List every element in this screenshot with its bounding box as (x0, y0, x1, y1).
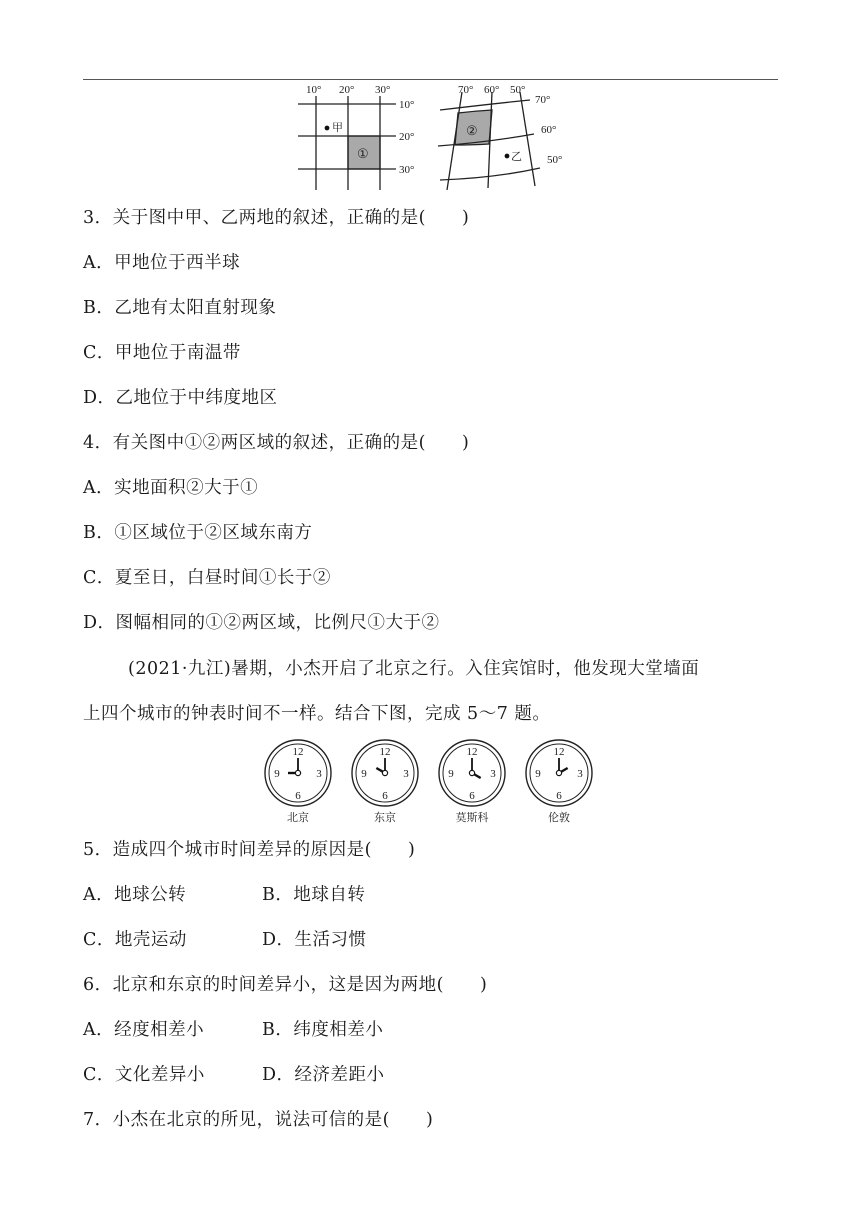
question-6-option-d: D．经济差距小 (262, 1065, 385, 1085)
map-figure (290, 82, 580, 192)
question-5-option-a: A．地球公转 (83, 885, 187, 905)
question-5-option-d: D．生活习惯 (262, 930, 367, 950)
question-3-stem: 3．关于图中甲、乙两地的叙述，正确的是( ) (83, 208, 470, 228)
right-lon-label-1: 70° (458, 84, 474, 96)
clocks-figure (262, 736, 602, 826)
left-lat-label-1: 10° (399, 99, 415, 111)
clock-4-numeral-right: 3 (577, 768, 583, 780)
clock-1-numeral-bottom: 6 (295, 790, 301, 802)
clock-2-city-label: 东京 (374, 812, 396, 824)
left-grid (298, 96, 396, 190)
right-lat-label-3: 50° (547, 154, 563, 166)
question-4-option-d: D．图幅相同的①②两区域，比例尺①大于② (83, 613, 440, 633)
clock-3-numeral-left: 9 (448, 768, 454, 780)
left-lon-label-2: 20° (339, 84, 355, 96)
clock-4-center-pin (556, 770, 561, 775)
clock-3-numeral-top: 12 (466, 746, 478, 758)
question-6-option-c: C．文化差异小 (83, 1065, 205, 1085)
question-4-option-c: C．夏至日，白昼时间①长于② (83, 568, 331, 588)
clock-4-numeral-top: 12 (553, 746, 565, 758)
clock-2-numeral-top: 12 (379, 746, 391, 758)
clock-1-numeral-right: 3 (316, 768, 322, 780)
clock-1-numeral-top: 12 (292, 746, 304, 758)
question-5-stem: 5．造成四个城市时间差异的原因是( ) (83, 840, 416, 860)
question-3-option-a: A．甲地位于西半球 (83, 253, 241, 273)
left-lon-label-1: 10° (306, 84, 322, 96)
question-3-option-b: B．乙地有太阳直射现象 (83, 298, 277, 318)
clock-3-numeral-bottom: 6 (469, 790, 475, 802)
question-4-stem: 4．有关图中①②两区域的叙述，正确的是( ) (83, 433, 470, 453)
region-2-label: ② (466, 123, 478, 138)
clock-1-numeral-left: 9 (274, 768, 280, 780)
clock-2-numeral-right: 3 (403, 768, 409, 780)
point-yi-dot (505, 154, 510, 159)
clock-2-numeral-left: 9 (361, 768, 367, 780)
clock-1-city-label: 北京 (287, 812, 309, 824)
left-lat-label-2: 20° (399, 131, 415, 143)
region-1-label: ① (357, 146, 369, 161)
point-jia-label: 甲 (332, 122, 343, 134)
clock-3-city-label: 莫斯科 (455, 812, 489, 824)
clock-1-center-pin (295, 770, 300, 775)
question-4-option-a: A．实地面积②大于① (83, 478, 259, 498)
question-7-stem: 7．小杰在北京的所见，说法可信的是( ) (83, 1110, 434, 1130)
question-4-option-b: B．①区域位于②区域东南方 (83, 523, 313, 543)
right-grid (438, 92, 540, 190)
question-6-option-a: A．经度相差小 (83, 1020, 205, 1040)
question-3-option-d: D．乙地位于中纬度地区 (83, 388, 278, 408)
left-lon-label-3: 30° (375, 84, 391, 96)
question-5-option-b: B．地球自转 (262, 885, 366, 905)
clock-4-numeral-bottom: 6 (556, 790, 562, 802)
question-5-option-c: C．地壳运动 (83, 930, 187, 950)
right-lon-label-3: 50° (510, 84, 526, 96)
passage-line-1: (2021·九江)暑期，小杰开启了北京之行。入住宾馆时，他发现大堂墙面 (128, 659, 700, 679)
passage-line-2: 上四个城市的钟表时间不一样。结合下图，完成 5～7 题。 (83, 704, 551, 724)
point-yi-label: 乙 (511, 151, 522, 163)
clock-2-numeral-bottom: 6 (382, 790, 388, 802)
right-lon-label-2: 60° (484, 84, 500, 96)
clock-4-numeral-left: 9 (535, 768, 541, 780)
question-3-option-c: C．甲地位于南温带 (83, 343, 241, 363)
clock-3-center-pin (469, 770, 474, 775)
clock-4-city-label: 伦敦 (548, 812, 570, 824)
clock-3-numeral-right: 3 (490, 768, 496, 780)
question-6-stem: 6．北京和东京的时间差异小，这是因为两地( ) (83, 975, 488, 995)
point-jia-dot (325, 126, 330, 131)
right-lat-label-1: 70° (535, 94, 551, 106)
right-lat-label-2: 60° (541, 124, 557, 136)
question-6-option-b: B．纬度相差小 (262, 1020, 384, 1040)
header-rule (83, 79, 778, 80)
left-lat-label-3: 30° (399, 164, 415, 176)
clock-2-center-pin (382, 770, 387, 775)
